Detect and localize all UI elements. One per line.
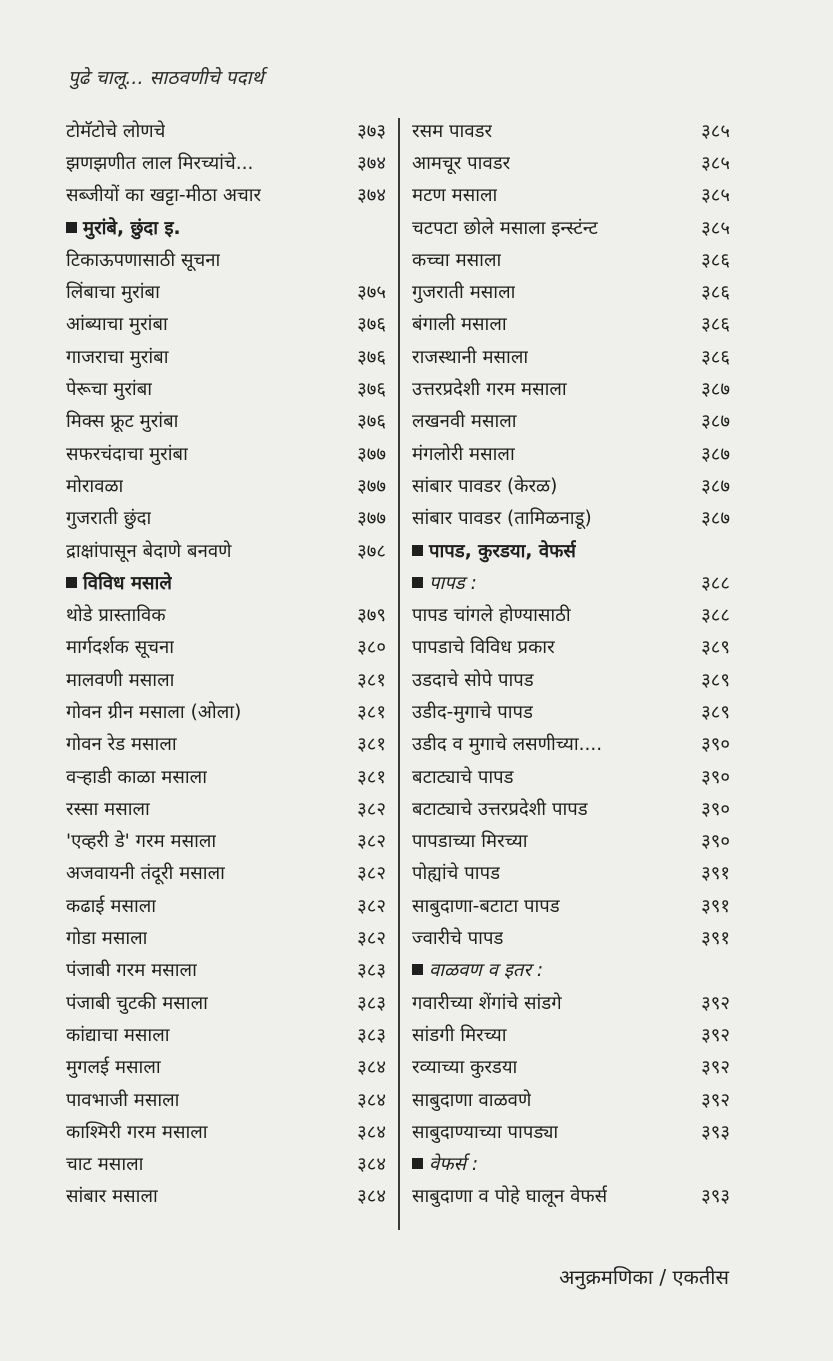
toc-entry xyxy=(412,114,730,146)
toc-entry-page-number: ३८४ xyxy=(357,1121,386,1143)
toc-entry-title: पापड : xyxy=(429,572,477,594)
toc-entry-page-number: ३८१ xyxy=(357,669,386,691)
toc-entry-page-number: ३९१ xyxy=(701,863,730,885)
toc-entry xyxy=(66,405,386,437)
column-divider xyxy=(398,118,400,1230)
toc-entry-title: टिकाऊपणासाठी सूचना xyxy=(66,249,221,271)
toc-entry-title: वाळवण व इतर : xyxy=(429,960,544,982)
toc-entry-page-number: ३७४ xyxy=(357,185,386,207)
toc-entry-title: मालवणी मसाला xyxy=(66,669,175,691)
toc-entry xyxy=(66,437,386,469)
toc-entry-title: राजस्थानी मसाला xyxy=(412,346,529,368)
toc-entry-title: टोमॅटोचे लोणचे xyxy=(66,120,166,142)
toc-entry-title: अजवायनी तंदूरी मसाला xyxy=(66,863,225,885)
toc-entry-title: गुजराती मसाला xyxy=(412,282,516,304)
toc-entry xyxy=(412,728,730,760)
toc-entry xyxy=(412,986,730,1018)
toc-entry-page-number: ३८६ xyxy=(701,249,730,271)
toc-entry xyxy=(412,308,730,340)
toc-entry-page-number: ३८४ xyxy=(357,1057,386,1079)
toc-entry xyxy=(66,534,386,566)
toc-entry-page-number: ३७६ xyxy=(357,346,386,368)
toc-entry-title: आंब्याचा मुरांबा xyxy=(66,314,168,336)
toc-entry xyxy=(66,728,386,760)
toc-entry-title: गोडा मसाला xyxy=(66,928,148,950)
toc-entry xyxy=(66,1051,386,1083)
toc-entry xyxy=(412,857,730,889)
toc-entry-page-number: ३८९ xyxy=(701,701,730,723)
toc-entry-title: रस्सा मसाला xyxy=(66,798,150,820)
toc-entry xyxy=(66,663,386,695)
toc-entry-title: कच्चा मसाला xyxy=(412,249,502,271)
toc-entry-page-number: ३८३ xyxy=(357,960,386,982)
toc-entry-title: पापडाच्या मिरच्या xyxy=(412,831,528,853)
toc-entry-title: पंजाबी गरम मसाला xyxy=(66,960,197,982)
toc-section-heading xyxy=(412,534,730,566)
toc-entry-page-number: ३८४ xyxy=(357,1186,386,1208)
toc-entry-page-number: ३७७ xyxy=(357,443,386,465)
toc-entry-title: कढाई मसाला xyxy=(66,895,157,917)
toc-entry xyxy=(66,792,386,824)
toc-entry-page-number: ३८८ xyxy=(701,605,730,627)
toc-entry-title: मंगलोरी मसाला xyxy=(412,443,515,465)
toc-entry-page-number: ३८७ xyxy=(701,443,730,465)
toc-entry xyxy=(412,598,730,630)
toc-entry-title: साबुदाणा वाळवणे xyxy=(412,1089,532,1111)
toc-entry-page-number: ३७३ xyxy=(357,120,386,142)
toc-entry-title: रसम पावडर xyxy=(412,120,493,142)
toc-entry xyxy=(412,631,730,663)
toc-entry xyxy=(412,146,730,178)
toc-entry-title: चटपटा छोले मसाला इन्स्टंन्ट xyxy=(412,217,598,239)
toc-entry-page-number: ३७९ xyxy=(357,605,386,627)
toc-entry-title: साबुदाणा व पोहे घालून वेफर्स xyxy=(412,1186,608,1208)
toc-entry-page-number: ३८५ xyxy=(701,217,730,239)
toc-entry-title: गवारीच्या शेंगांचे सांडगे xyxy=(412,992,562,1014)
toc-entry-page-number: ३९० xyxy=(701,734,730,756)
toc-entry-page-number: ३८४ xyxy=(357,1089,386,1111)
toc-entry xyxy=(66,340,386,372)
toc-entry-title: मुरांबे, छुंदा इ. xyxy=(83,217,181,239)
toc-entry xyxy=(412,243,730,275)
toc-entry-page-number: ३९० xyxy=(701,798,730,820)
toc-left-column xyxy=(66,114,386,1212)
toc-entry xyxy=(66,469,386,501)
toc-entry xyxy=(66,1180,386,1212)
toc-entry xyxy=(66,146,386,178)
toc-entry-page-number: ३८१ xyxy=(357,701,386,723)
toc-entry xyxy=(412,340,730,372)
section-bullet-icon xyxy=(66,222,77,233)
toc-entry-page-number: ३७८ xyxy=(357,540,386,562)
toc-entry xyxy=(412,695,730,727)
toc-entry-title: 'एव्हरी डे' गरम मसाला xyxy=(66,831,217,853)
toc-entry-page-number: ३९२ xyxy=(701,1057,730,1079)
toc-entry-page-number: ३८५ xyxy=(701,185,730,207)
toc-entry xyxy=(66,179,386,211)
toc-entry-title: थोडे प्रास्ताविक xyxy=(66,605,166,627)
toc-subsection-heading xyxy=(412,954,730,986)
toc-entry xyxy=(66,857,386,889)
toc-entry-page-number: ३८३ xyxy=(357,1024,386,1046)
toc-section-heading xyxy=(66,566,386,598)
section-bullet-icon xyxy=(412,545,423,556)
toc-entry-title: बटाट्याचे पापड xyxy=(412,766,514,788)
toc-entry-title: मुगलई मसाला xyxy=(66,1057,161,1079)
toc-entry xyxy=(66,502,386,534)
toc-subsection-heading xyxy=(412,1148,730,1180)
toc-entry-page-number: ३७४ xyxy=(357,152,386,174)
toc-entry-page-number: ३९३ xyxy=(701,1186,730,1208)
toc-entry-title: पावभाजी मसाला xyxy=(66,1089,180,1111)
toc-subsection-heading xyxy=(412,566,730,598)
toc-entry-title: उत्तरप्रदेशी गरम मसाला xyxy=(412,379,567,401)
toc-entry xyxy=(66,372,386,404)
toc-entry-page-number: ३८९ xyxy=(701,669,730,691)
toc-entry xyxy=(412,1083,730,1115)
toc-entry-title: साबुदाणा-बटाटा पापड xyxy=(412,895,560,917)
toc-entry-title: विविध मसाले xyxy=(83,572,172,594)
toc-entry xyxy=(66,631,386,663)
toc-entry xyxy=(412,921,730,953)
toc-entry-page-number: ३८५ xyxy=(701,152,730,174)
toc-entry xyxy=(66,986,386,1018)
toc-entry-title: मटण मसाला xyxy=(412,185,498,207)
toc-entry xyxy=(412,502,730,534)
toc-entry xyxy=(412,211,730,243)
toc-entry-page-number: ३८२ xyxy=(357,928,386,950)
toc-entry xyxy=(66,695,386,727)
toc-entry-title: पापडाचे विविध प्रकार xyxy=(412,637,555,659)
toc-entry-title: उडीद-मुगाचे पापड xyxy=(412,701,533,723)
toc-entry-title: मोरावळा xyxy=(66,475,124,497)
toc-entry xyxy=(66,889,386,921)
toc-entry xyxy=(412,792,730,824)
toc-entry-title: मिक्स फ्रूट मुरांबा xyxy=(66,411,179,433)
toc-entry-title: सांबार पावडर (केरळ) xyxy=(412,475,558,497)
section-bullet-icon xyxy=(412,577,423,588)
toc-entry-page-number: ३८२ xyxy=(357,895,386,917)
toc-entry xyxy=(412,179,730,211)
toc-entry xyxy=(412,1018,730,1050)
toc-entry-page-number: ३९२ xyxy=(701,1024,730,1046)
toc-entry xyxy=(66,1148,386,1180)
toc-entry-page-number: ३८२ xyxy=(357,863,386,885)
toc-entry-page-number: ३९० xyxy=(701,831,730,853)
toc-entry xyxy=(66,1083,386,1115)
toc-entry xyxy=(66,275,386,307)
toc-entry-title: बटाट्याचे उत्तरप्रदेशी पापड xyxy=(412,798,588,820)
toc-entry-page-number: ३८८ xyxy=(701,572,730,594)
toc-entry xyxy=(412,469,730,501)
toc-entry-page-number: ३८६ xyxy=(701,346,730,368)
toc-entry-title: वऱ्हाडी काळा मसाला xyxy=(66,766,207,788)
toc-entry xyxy=(412,275,730,307)
toc-entry-title: गाजराचा मुरांबा xyxy=(66,346,169,368)
toc-entry-page-number: ३८४ xyxy=(357,1154,386,1176)
toc-right-column xyxy=(412,114,730,1212)
section-bullet-icon xyxy=(412,1158,423,1169)
running-head: पुढे चालू... साठवणीचे पदार्थ xyxy=(68,67,264,89)
toc-entry-title: झणझणीत लाल मिरच्यांचे... xyxy=(66,152,254,174)
toc-entry xyxy=(66,308,386,340)
toc-entry xyxy=(412,1180,730,1212)
toc-entry xyxy=(412,663,730,695)
toc-entry xyxy=(412,437,730,469)
toc-section-heading xyxy=(66,211,386,243)
toc-entry-page-number: ३७७ xyxy=(357,508,386,530)
toc-entry-title: पापड चांगले होण्यासाठी xyxy=(412,605,571,627)
toc-entry-page-number: ३७६ xyxy=(357,379,386,401)
toc-entry-title: पंजाबी चुटकी मसाला xyxy=(66,992,208,1014)
toc-entry-title: चाट मसाला xyxy=(66,1154,144,1176)
toc-entry xyxy=(66,1115,386,1147)
toc-entry-page-number: ३९१ xyxy=(701,928,730,950)
toc-entry-page-number: ३८२ xyxy=(357,798,386,820)
toc-entry-title: वेफर्स : xyxy=(429,1154,479,1176)
toc-entry xyxy=(412,405,730,437)
page-footer: अनुक्रमणिका / एकतीस xyxy=(559,1265,729,1289)
toc-entry-page-number: ३८५ xyxy=(701,120,730,142)
toc-entry-page-number: ३८९ xyxy=(701,637,730,659)
toc-entry xyxy=(412,889,730,921)
toc-entry xyxy=(412,760,730,792)
toc-entry-title: गुजराती छुंदा xyxy=(66,508,152,530)
toc-entry-page-number: ३८७ xyxy=(701,411,730,433)
toc-entry-title: मार्गदर्शक सूचना xyxy=(66,637,175,659)
toc-entry-page-number: ३८७ xyxy=(701,379,730,401)
toc-entry xyxy=(412,372,730,404)
toc-entry-page-number: ३९२ xyxy=(701,992,730,1014)
toc-entry-title: बंगाली मसाला xyxy=(412,314,507,336)
toc-entry-page-number: ३९१ xyxy=(701,895,730,917)
toc-entry-title: साबुदाण्याच्या पापड्या xyxy=(412,1121,559,1143)
toc-entry-page-number: ३८६ xyxy=(701,314,730,336)
toc-entry xyxy=(66,921,386,953)
toc-entry-page-number: ३७६ xyxy=(357,411,386,433)
section-bullet-icon xyxy=(66,577,77,588)
toc-entry-title: गोवन रेड मसाला xyxy=(66,734,177,756)
toc-entry-title: द्राक्षांपासून बेदाणे बनवणे xyxy=(66,540,232,562)
toc-entry xyxy=(66,1018,386,1050)
toc-entry-title: लिंबाचा मुरांबा xyxy=(66,282,160,304)
toc-entry-title: ज्वारीचे पापड xyxy=(412,928,504,950)
toc-entry-page-number: ३८६ xyxy=(701,282,730,304)
toc-entry-page-number: ३८३ xyxy=(357,992,386,1014)
toc-entry-title: लखनवी मसाला xyxy=(412,411,517,433)
toc-entry-page-number: ३८२ xyxy=(357,831,386,853)
toc-entry-page-number: ३९० xyxy=(701,766,730,788)
toc-entry-page-number: ३८१ xyxy=(357,766,386,788)
toc-entry-title: गोवन ग्रीन मसाला (ओला) xyxy=(66,701,242,723)
toc-entry-title: रव्याच्या कुरडया xyxy=(412,1057,518,1079)
toc-entry-page-number: ३९२ xyxy=(701,1089,730,1111)
toc-entry-title: आमचूर पावडर xyxy=(412,152,511,174)
toc-entry-title: काश्मिरी गरम मसाला xyxy=(66,1121,208,1143)
toc-entry-page-number: ३७६ xyxy=(357,314,386,336)
toc-entry xyxy=(412,1051,730,1083)
toc-entry xyxy=(66,825,386,857)
toc-entry-title: कांद्याचा मसाला xyxy=(66,1024,170,1046)
toc-entry-page-number: ३९३ xyxy=(701,1121,730,1143)
toc-entry xyxy=(66,760,386,792)
toc-entry-page-number: ३७७ xyxy=(357,475,386,497)
toc-entry xyxy=(412,825,730,857)
toc-entry-title: सब्जीयों का खट्टा-मीठा अचार xyxy=(66,185,262,207)
section-bullet-icon xyxy=(412,964,423,975)
toc-entry-title: उडदाचे सोपे पापड xyxy=(412,669,534,691)
toc-entry xyxy=(66,954,386,986)
toc-entry-title: सफरचंदाचा मुरांबा xyxy=(66,443,188,465)
toc-entry-title: पेरूचा मुरांबा xyxy=(66,379,153,401)
toc-entry xyxy=(66,243,386,275)
toc-entry-title: पापड, कुरडया, वेफर्स xyxy=(429,540,576,562)
toc-entry-title: उडीद व मुगाचे लसणीच्या.... xyxy=(412,734,603,756)
toc-entry-page-number: ३८० xyxy=(357,637,386,659)
toc-entry-title: पोह्यांचे पापड xyxy=(412,863,500,885)
toc-entry xyxy=(66,114,386,146)
toc-entry-title: सांबार मसाला xyxy=(66,1186,158,1208)
toc-entry xyxy=(412,1115,730,1147)
toc-entry-page-number: ३८७ xyxy=(701,508,730,530)
toc-entry-page-number: ३७५ xyxy=(357,282,386,304)
toc-entry xyxy=(66,598,386,630)
toc-entry-title: सांबार पावडर (तामिळनाडू) xyxy=(412,508,592,530)
toc-entry-page-number: ३८७ xyxy=(701,475,730,497)
toc-entry-title: सांडगी मिरच्या xyxy=(412,1024,507,1046)
toc-entry-page-number: ३८१ xyxy=(357,734,386,756)
